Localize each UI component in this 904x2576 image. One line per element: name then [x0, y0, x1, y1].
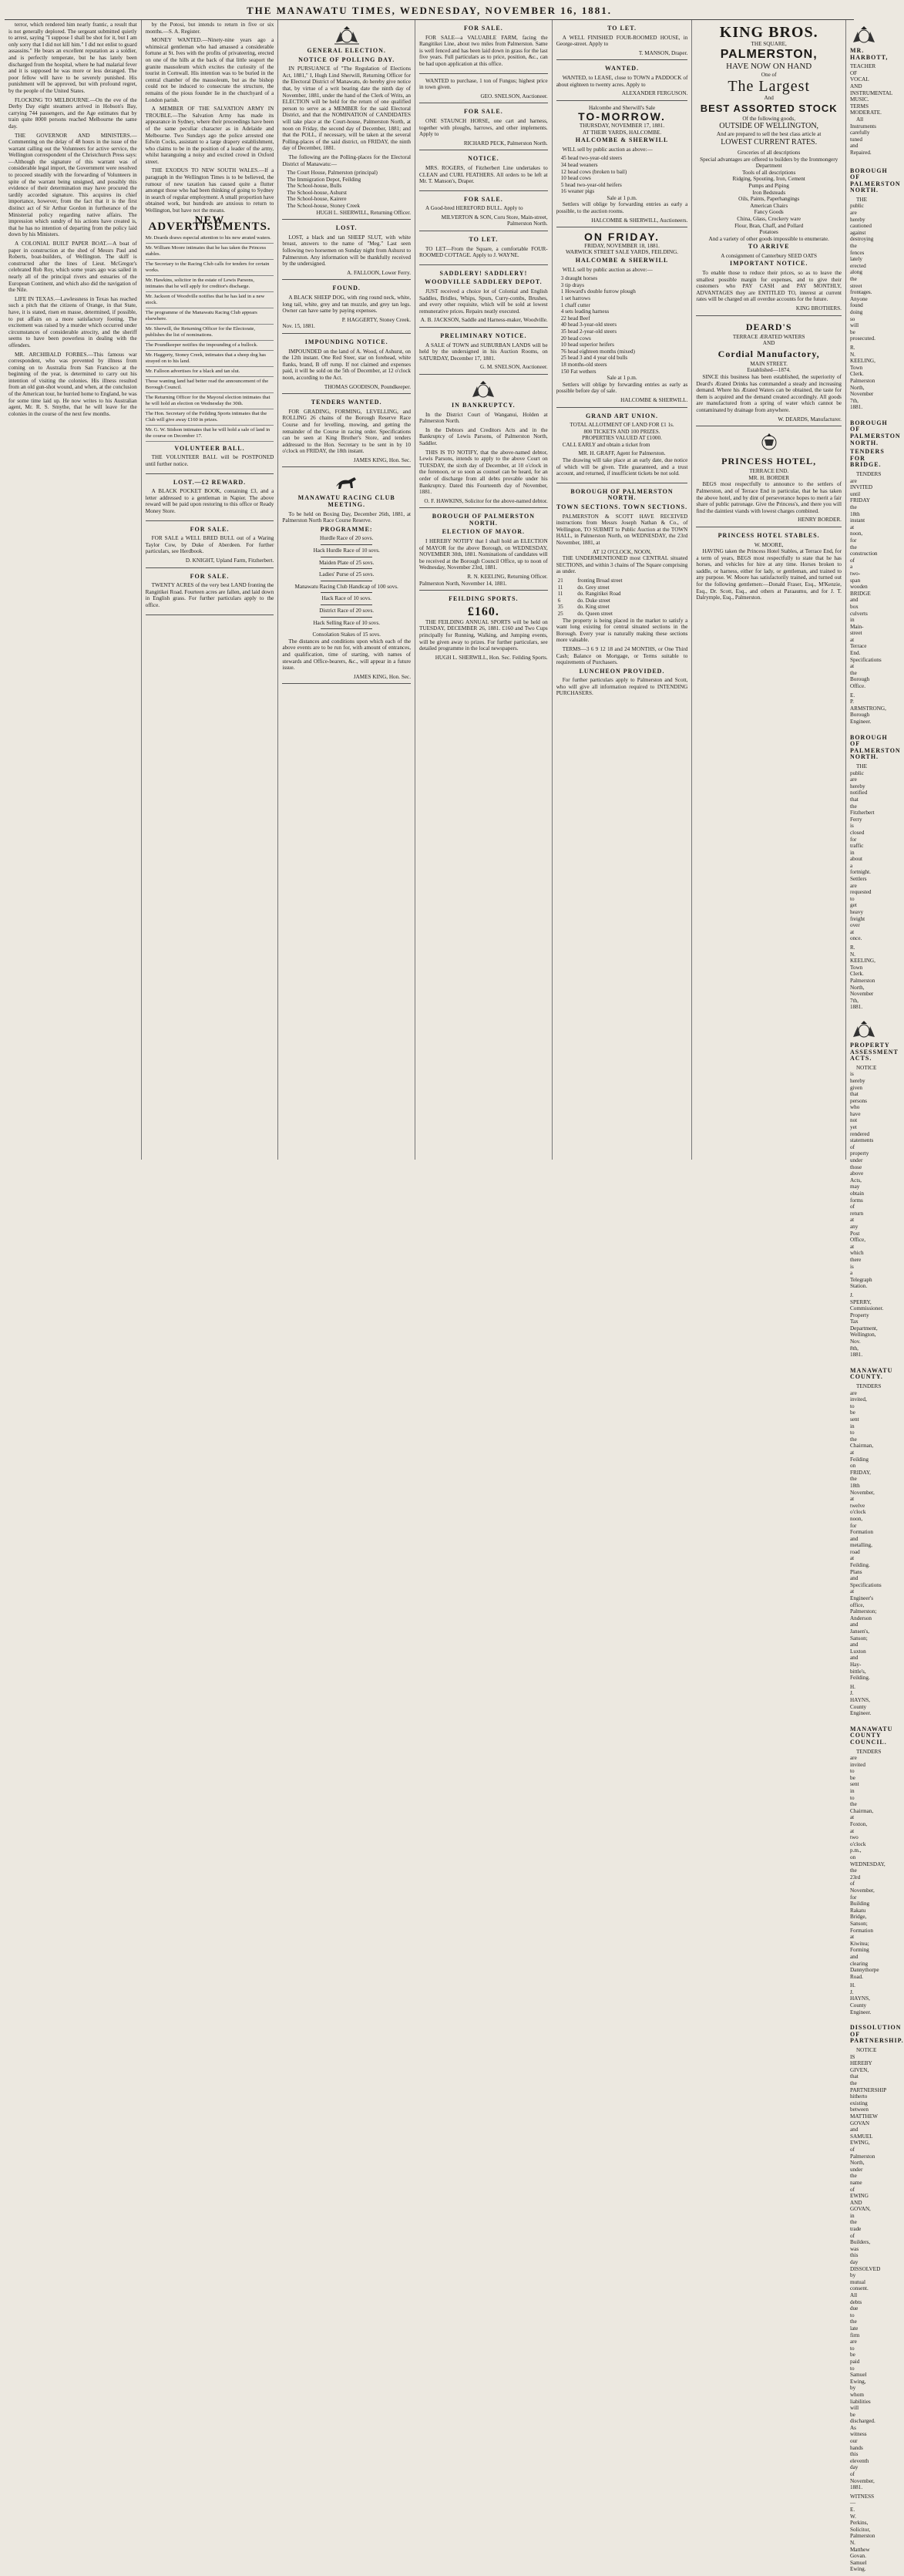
ad-text: HAVING taken the Princess Hotel Stables, at Terrace End, for a term of years, BEGS most respectfully to state that he has horses, and vehicles for hire at any time. Horses broken to saddle, or harness, either for lady, or gentleman, and trained to any purpose. W. Moore has satisfactorily trained, and turned out for the following gentlemen:—Donald Fraser, Esq., M'Kenzie, Esq., Dr. Scott, Esq., and others at Paraaumu, and for J. T. Dalrymple, Esq., Palmerston.	[696, 548, 842, 601]
ad-signature: MR. H. GRAFF, Agent for Palmerston.	[578, 450, 666, 457]
ad-text: CALL EARLY and obtain a ticket from	[562, 441, 650, 448]
list-item: Groceries of all descriptions	[738, 149, 801, 156]
ad-signature: JAMES KING, Hon. Sec.	[353, 673, 412, 680]
ad-text: WILL sell by public auction as above:—	[562, 146, 653, 153]
list-item: Hack Race of 10 sovs.	[321, 595, 371, 602]
ad-signature: HUGH L. SHERWILL, Hon. Sec. Feilding Sports.	[435, 654, 548, 661]
list-item: The Immigration Depot, Feilding	[287, 176, 361, 183]
art-union-ad	[556, 409, 688, 483]
ad-text: Settlers will oblige by forwarding entries as early as possible before day of sale.	[556, 381, 688, 395]
ad-text: ONE STAUNCH HORSE, one cart and harness, together with ploughs, harrows, and other implements. Apply to	[419, 117, 548, 138]
ad-text: The property is being placed in the market to satisfy a want long existing for central situated sections in the Borough. Every year is naturally making these sections more valuable.	[556, 617, 688, 644]
new-ad-item: The Poundkeeper notifies the impounding of a bullock.	[146, 341, 274, 351]
bankruptcy-notice	[419, 376, 548, 508]
ad-text: Settlers will oblige by forwarding entries as early a possible, to the auction rooms.	[556, 201, 688, 215]
ad-text: TO LET—From the Square, a comfortable FOUR-ROOMED COTTAGE. Apply to J. WAYNE.	[419, 245, 548, 259]
list-item: 1 Howard's double furrow plough	[560, 288, 636, 295]
ad-subheading: 800 TICKETS AND 100 PRIZES.	[583, 428, 660, 435]
article-paragraph: A MEMBER OF THE SALVATION ARMY IN TROUBLE.—The Salvation Army has made its appearance in Sydney, where their proceedings have been of the same peculiar character as in Adelaide and Melbourne. Two Sundays ago the police arrested one Edwin Cocks, assistant to a large drapery establishment, who claims to be in the position of a leader of the army, whilst haranguing a noisy and excited crowd in Oxford street.	[145, 106, 274, 165]
section-count: 21	[557, 577, 563, 584]
ad-text: The drawing will take place at an early date, due notice of which will be given. Title guaranteed, and a trust account, and returned, if insufficient tickets be not sold.	[556, 457, 688, 477]
new-ad-item: Mr. Hawkins, solicitor in the estate of Lewis Parsons, intimates that he will apply for creditor's discharge.	[146, 276, 274, 292]
article-paragraph: A COLONIAL BUILT PAPER BOAT.—A boat of paper in construction at the shed of Messrs Paul and Roberts, boat-builders, of Wellington. The skiff is constructed after the lines of Lieut. McGregor's celebrated Rob Roy, which some years ago was sailed in nearly all of the principal rivers and estuaries of the European Continent, and which also did the navigation of the Nile.	[8, 241, 137, 294]
ad-outside: OUTSIDE OF WELLINGTON,	[719, 122, 819, 131]
sale-time: Sale at 1 p.m.	[607, 375, 637, 382]
ad-signature: R. N. KEELING, Returning Officer.	[467, 574, 548, 581]
lost-ad	[282, 221, 411, 280]
ad-text: THE VOLUNTEER BALL will be POSTPONED until further notice.	[145, 454, 274, 467]
article-paragraph: FLOCKING TO MELBOURNE.—On the eve of the Derby Day eight steamers arrived in Hobson's Bay, carrying 744 passengers, and the Age estimates that by train quite 8000 persons reached Melbourne the same day.	[8, 96, 137, 130]
ad-signature: A. FALLOON, Lower Ferry.	[347, 269, 412, 276]
ad-heading: IN BANKRUPTCY.	[452, 401, 516, 409]
masthead: THE MANAWATU TIMES, WEDNESDAY, NOVEMBER 16, 1881.	[5, 3, 854, 20]
ad-heading: NOTICE.	[468, 155, 499, 163]
election-notice	[282, 22, 411, 220]
ad-text: And	[764, 95, 774, 102]
ad-text: TWENTY ACRES of the very best LAND fronting the Rangitikei Road. Fourteen acres are fallen, and laid down in English grass. For further particulars apply to the office.	[145, 582, 274, 608]
ad-text: MAIN STREET.	[750, 360, 788, 367]
ad-signature: A. B. JACKSON, Saddle and Harness-maker, Woodville.	[420, 317, 548, 324]
ad-signature: HALCOMBE & SHERWILL.	[620, 396, 688, 403]
ad-heading: FOUND.	[332, 285, 361, 292]
deards-ad	[696, 318, 842, 427]
stock-list	[556, 155, 688, 195]
ad-subheading: TO ARRIVE	[748, 243, 790, 251]
list-item: Consolation Stakes of 15 sovs.	[312, 631, 381, 638]
article-paragraph: terror, which rendered him nearly frantic, a result that is not generally deplored. The sergeant submitted quietly to arrest, saying "I suppose I shall be shot for it, but I am only sorry that I did not kill him." I did not enlist to guard assassins." He bears an excellent reputation as a soldier, and is perfectly temperate, but he has lately been discharged from the hospital, where he had malarial fever and it is supposed he was more or less deranged. The poor fellow will have to be severely punished. His punishment will be approved, but with profound regret, by the people of the United States.	[8, 22, 137, 94]
list-item: 3 tip drays	[560, 281, 585, 288]
list-item: District Race of 20 sovs.	[319, 608, 375, 614]
ad-heading: PRELIMINARY NOTICE.	[440, 332, 527, 339]
ad-text: Established—1874.	[747, 367, 791, 374]
list-item: The School-house, Bulls	[287, 183, 342, 190]
table-row	[556, 598, 688, 604]
town-sections-ad	[556, 485, 688, 702]
list-item: Maiden Plate of 25 sovs.	[319, 559, 375, 566]
article-paragraph: MR. ARCHIBALD FORBES.—This famous war correspondent, who was prevented by illness from coming on to Australia from San Francisco at the beginning of the year, is determined to carry out his intention of visiting the colonies. His illness resulted from an old gun-shot wound, and when, at the conclusion of the American tour, he hurried home to England, he was for some time laid up. He now writes to his Australian agent, Mr. R. S. Smythe, that he will leave for the colonies in the course of the next few months.	[8, 351, 137, 417]
list-item: Fancy Goods	[754, 209, 784, 216]
stock-list	[556, 275, 688, 375]
ad-text: Of the following goods,	[742, 115, 796, 122]
column-5	[553, 20, 693, 1160]
ad-heading: IMPOUNDING NOTICE.	[304, 338, 388, 345]
ad-heading: PRINCESS HOTEL,	[721, 456, 817, 467]
ad-banner: ON FRIDAY.	[583, 231, 660, 244]
ad-text: MRS. ROGERS, of Fitzherbert Line undertakes to CLEAN and CURL FEATHERS. All orders to be left at Mr. T. Manson's, Draper.	[419, 164, 548, 185]
list-item: 1 set harrows	[560, 295, 591, 301]
section-location: do. Duke street	[577, 597, 610, 604]
ad-signature: G. M. SNELSON, Auctioneer.	[480, 364, 548, 371]
found-ad	[282, 281, 411, 334]
list-item: Oils, Paints, Paperhangings	[738, 196, 800, 203]
section-count: 35	[557, 604, 563, 611]
column-6	[692, 20, 846, 1160]
ad-heading: KING BROS.	[719, 24, 818, 41]
section-location: do. Grey street	[577, 584, 610, 591]
ad-text: IN PURSUANCE of "The Regulation of Elections Act, 1881," I, Hugh Lind Sherwill, Returning Officer for the Electoral District of Manawatu, do hereby give notice that, by virtue of a writ bearing date the ninth day of November, 1881, under the hand of the Clerk of Writs, an ELECTION will be held for the return of one qualified person to serve as a MEMBER for the said Electoral District, and that the NOMINATION of CANDIDATES will take place at the Court-house, Palmerston North, at noon on Friday, the second day of December, 1881; and that the POLL, if necessary, will be taken at the several Polling-places of the said district, on FRIDAY, the ninth day of December, 1881.	[282, 66, 412, 152]
list-item: Flour, Bran, Chaff, and Pollard	[734, 222, 804, 229]
list-item: 34 head weaners	[560, 161, 598, 168]
ad-text: A consignment of Canterbury SEED OATS	[721, 252, 818, 259]
ad-town: PALMERSTON,	[720, 47, 818, 61]
ad-heading: TO LET.	[607, 25, 637, 32]
ad-subheading: TOTAL ALLOTMENT OF LAND FOR £1 1s.	[570, 422, 674, 429]
column-7: MR. HARBOTT, TEACHER OF VOCAL AND INSTRUMENTAL MUSIC. TERMS MODERATE. All Instruments carefully tuned and Repaired. BOROUGH OF PALMERSTON NORTH. THE public are hereby cautioned against destroying the fences lately erected along the street frontages. Anyone found doing so will be prosecuted. R. N. KEELING, Town Clerk. Palmerston North, November 7th, 1881. BOROUGH OF PALMERSTON NORTH. TENDERS FOR BRIDGE. TENDERS are INVITED until FRIDAY the 18th instant at noon, for the construction of a two-span wooden BRIDGE and box culverts in Main-street at Terrace End. Specifications at the Borough Office. E. P. ARMSTRONG, Borough Engineer. BOROUGH OF PALMERSTON NORTH. THE public are hereby notified that the Fitzherbert Ferry is closed for traffic in about a fortnight. Settlers are requested to get heavy freight over at once. R. N. KEELING, Town Clerk. Palmerston North, November 7th, 1881. PROPERTY ASSESSMENT ACTS. NOTICE is hereby given that persons who have not yet rendered statements of property under those above Acts, may obtain forms of return at any Post Office, at which there is a Telegraph Station. J. SPERRY, Commissioner. Property Tax Department, Wellington, Nov. 8th, 1881. MANAWATU COUNTY. TENDERS are invited, to be sent in to the Chairman, at Feilding on FRIDAY, the 18th November, at twelve o'clock noon, for Formation and metalling, road at Feilding. Plans and Specifications at Engineer's office, Palmerston; Anderson and Jansen's, Sanson; and Luxton and Hay-bittle's, Feilding. H. J. HAYNS, County Engineer. MANAWATU COUNTY COUNCIL. TENDERS are invited to be sent in to the Chairman, at Foxton, at two o'clock p.m., on WEDNESDAY, the 23rd of November, for Building Rakatu Bridge, Sanson; Formation at Kiwitea; Forming and clearing Dannythorpe Road. H. J. HAYNS, County Engineer. DISSOLUTION OF PARTNERSHIP. NOTICE IS HEREBY GIVEN, that the PARTNERSHIP hitherto existing between MATTHEW GOVAN and SAMUEL EWING, of Palmerston North, under the name of EWING AND GOVAN, in the trade of Builders, was this day DISSOLVED by mutual consent. All debts due to the late firm are to be paid to Samuel Ewing, by whom liabilities will be discharged. As witness our hands this eleventh day of November, 1881. WITNESS— E. W. Perkins, Solicitor, Palmerston N. Matthew Govan. Samuel Ewing.	[846, 20, 854, 1160]
new-ad-item: The Hon. Secretary of the Feilding Sports intimates that the Club will give away £160 in prizes.	[146, 409, 274, 426]
new-ad-item: Mr. Falloon advertises for a black and tan slut.	[146, 367, 274, 377]
list-item: 10 head superior heifers	[560, 342, 614, 349]
ad-place: WARWICK STREET SALE YARDS, FEILDING.	[565, 249, 679, 256]
ad-largest: The Largest	[728, 78, 811, 96]
ad-signature: THOMAS GOODISON, Poundkeeper.	[324, 383, 412, 390]
list-item: 10 head cows	[560, 175, 591, 182]
ad-heading: FOR SALE.	[463, 25, 503, 32]
list-item: Special advantages are offered to builders by the Ironmongery Department	[700, 156, 838, 170]
ad-subheading: Cordial Manufactory,	[717, 348, 820, 359]
ad-signature: KING BROTHERS.	[795, 305, 842, 312]
ad-text: WANTED to purchase, 1 ton of Fungus; highest price in town given.	[419, 77, 548, 91]
list-item: 12 head cows (broken to bail)	[560, 168, 627, 175]
list-item: Manawatu Racing Club Handicap of 100 sovs.	[294, 583, 398, 590]
ad-date: THURSDAY, NOVEMBER 17, 1881.	[579, 122, 665, 129]
list-item: 25 head 3 and 4 year old bulls	[560, 355, 628, 362]
ad-signature: HALCOMBE & SHERWILL, Auctioneers.	[591, 217, 688, 224]
ad-text: JUST received a choice lot of Colonial and English Saddles, Bridles, Whips, Spurs, Curry-combs, Brushes, and every other requisite, which will be sold at lowest remunerative prices. Repairs neatly executed.	[419, 288, 548, 315]
ad-text: To enable those to reduce their prices, so as to leave the smallest possible margin for expenses, and to give their customers who PAY CASH and PAY MONTHLY, ADVANTAGES they are ENTITLED TO, interest at current rates will be charged on all overdue accounts for the future.	[696, 270, 842, 303]
goods-list	[696, 150, 842, 236]
new-ad-item: The programme of the Manawatu Racing Club appears elsewhere.	[146, 308, 274, 325]
list-item: 4 sets leading harness	[560, 308, 610, 315]
ad-subheading: LUNCHEON PROVIDED.	[579, 667, 665, 675]
list-item: 40 head 3-year-old steers	[560, 322, 617, 328]
tomorrow-sale-ad	[556, 103, 688, 228]
article-paragraph: THE GOVERNOR AND MINISTERS.—Commenting on the delay of 48 hours in the issue of the warrant calling out the Volunteers for active service, the Wellington correspondent of the Christchurch Press says:—Although the signature of this warrant was of considerable legal import, the Government were resolved to proceed steadily with the forwarding of Volunteers in spite of the warrant being unsigned, and possibly this evidence of their determination may have procured the tardily accorded signature. This acquires its chief importance, however, from the fact that it is the first distinct act of Sir Arthur Gordon in furtherance of the Ministerial policy regarding native affairs. The impression which sundry of his actions have created is, that he has no intention of departing from the policy laid down by his Ministers.	[8, 132, 137, 238]
lost-reward-ad	[146, 476, 274, 521]
ad-date: Palmerston North, November 14, 1881.	[419, 580, 507, 587]
ad-signature: RICHARD PECK, Palmerston North.	[463, 140, 548, 146]
hereford-sale-ad	[419, 193, 548, 231]
ad-signature: P. HAGGERTY, Stoney Creek.	[341, 316, 412, 323]
ad-place: AT THEIR YARDS, HALCOMBE.	[582, 129, 662, 136]
ad-heading: LOST.	[335, 224, 358, 232]
friday-sale-ad	[556, 229, 688, 407]
ad-text: FOR SALE a WELL BRED BULL out of a Waring Taylor Cow, by Duke of Aberdeen. For further particulars, see Herdbook.	[145, 535, 274, 555]
ad-text: The following are the Polling-places for the Electoral District of Manawatu:—	[282, 153, 412, 167]
list-item: Ladies' Purse of 25 sovs.	[318, 571, 375, 578]
ad-subheading: PROPERTIES VALUED AT £1000.	[582, 435, 662, 442]
ad-subheading: IMPORTANT NOTICE.	[730, 260, 808, 268]
ad-text: THE FEILDING ANNUAL SPORTS will be held on TUESDAY, DECEMBER 26, 1881. £160 and Two Cups principally for Running, Walking, and Jumping events, will be given away to prizes. For further particulars, see detailed programme in the local newspapers.	[419, 618, 548, 652]
section-count: 11	[557, 584, 563, 591]
ad-text: A BLACK POCKET BOOK, containing £3, and a letter addressed to a gentleman in Napier. The above reward will be paid upon restoring to this office or Ready Money Store.	[145, 488, 274, 514]
new-ad-item: The Returning Officer for the Mayoral election intimates that he will hold an election on Wednesday the 30th.	[146, 393, 274, 409]
ad-text: And a variety of other goods impossible to enumerate.	[708, 235, 829, 242]
new-ad-item: Mr. G. W. Stidson intimates that he will hold a sale of land in the course on December 17.	[146, 426, 274, 442]
section-location: fronting Broad street	[577, 577, 623, 584]
list-item: Potatoes	[759, 229, 778, 236]
ad-heading: SADDLERY! SADDLERY!	[439, 269, 528, 277]
list-item: 22 head Beef	[560, 315, 590, 322]
royal-crest-icon	[469, 380, 497, 400]
racehorse-icon	[333, 473, 361, 493]
ad-text: The distances and conditions upon which each of the above events are to be run for, with amount of entrances, and qualification, time of starting, with names of stewards and Office-bearers, &c., will appear in a future issue.	[282, 638, 412, 672]
ad-signature: JAMES KING, Hon. Sec.	[353, 456, 412, 463]
column-2	[142, 20, 279, 1160]
list-item: Hack Selling Race of 10 sovs.	[313, 619, 380, 626]
ad-signature: O. F. HAWKINS, Solicitor for the above-named debtor.	[424, 497, 548, 504]
ad-heading: GRAND ART UNION.	[586, 412, 659, 419]
ad-text: THE UNDERMENTIONED most CENTRAL situated SECTIONS, and within 3 chains of The Square comprising as under.	[556, 555, 688, 575]
hotel-crest-icon	[755, 432, 783, 452]
bull-sale-ad	[146, 523, 274, 568]
table-row	[556, 591, 688, 598]
list-item: American Chairs	[750, 202, 788, 209]
list-item: 1 chaff cutter	[560, 301, 590, 308]
fungus-wanted-ad	[419, 76, 548, 104]
list-item: The School-house, Kairere	[287, 196, 347, 203]
list-item: 16 weaner pigs	[560, 188, 595, 195]
article-paragraph: LIFE IN TEXAS.—Lawlessness in Texas has reached such a pitch that the citizens of Orange, in that State, have, it is stated, risen en masse, determined, if possible, to put affairs on a more satisfactory footing. The excitement was raised by a murder which occurred under circumstances of considerable atrocity, and the sheriff seems to have been powerless in dealing with the offenders.	[8, 295, 137, 349]
ad-subheading: TERRACE END.	[749, 468, 789, 475]
list-item: 35 head 2-year-old steers	[560, 328, 617, 335]
ad-heading: MANAWATU RACING CLUB MEETING.	[297, 494, 395, 509]
list-item: 76 head eighteen months (mixed)	[560, 348, 635, 355]
royal-crest-icon	[850, 1020, 878, 1040]
ad-text: A WELL FINISHED FOUR-ROOMED HOUSE, in George-street. Apply to	[556, 34, 688, 48]
ad-heading: FOR SALE.	[463, 195, 503, 203]
ad-text: To be held on Boxing Day, December 26th, 1881, at Palmerston North Race Course Reserve.	[282, 510, 412, 524]
ad-text: And are prepared to sell the best class article at	[716, 131, 822, 138]
ad-date: Nov. 15, 1881.	[282, 323, 315, 330]
list-item: 20 head cows	[560, 335, 591, 342]
ad-heading: BOROUGH OF PALMERSTON NORTH.	[432, 513, 535, 527]
ad-subheading: WOODVILLE SADDLERY DEPOT.	[425, 278, 543, 286]
ad-signature: HENRY BORDER.	[798, 517, 842, 524]
ad-text: A Good-bred HEREFORD BULL. Apply to	[425, 205, 523, 212]
ad-subheading: ELECTION OF MAYOR.	[442, 528, 526, 536]
volunteer-ball-ad	[146, 442, 274, 474]
new-ad-item: Those wanting land had better read the announcement of the Borough Council.	[146, 377, 274, 393]
ad-banner: TO-MORROW.	[578, 110, 666, 123]
ad-text: SINCE this business has been established, the superiority of Deard's Ærated Drinks has commanded a steady and increasing demand. Where his Ærated Waters can be obtained, the taste for them is acquired and the demand created accordingly. All goods are manufactured from a spring of water which cannot be contaminated by drainage from anywhere.	[696, 374, 842, 413]
list-item: 45 head two-year-old steers	[560, 155, 623, 162]
new-ad-item: Mr. Jackson of Woodville notifies that he has laid in a new stock.	[146, 292, 274, 308]
ad-text: WANTED, to LEASE, close to TOWN a PADDOCK of about eighteen to twenty acres. Apply to	[556, 74, 688, 88]
ad-signature: MILVERTON & SON, Coru Store, Main-street, Palmerston North.	[441, 214, 548, 227]
table-row	[556, 577, 688, 584]
ad-intro: Halcombe and Sherwill's Sale	[588, 104, 656, 111]
feilding-sports-ad	[419, 592, 548, 664]
new-ad-item: Mr. William Moore intimates that he has taken the Princess stables.	[146, 244, 274, 260]
list-item: Ridging, Spouting, Iron, Cement	[732, 176, 805, 183]
ad-text: One of	[761, 71, 777, 78]
ad-heading: BOROUGH OF PALMERSTON NORTH.	[570, 487, 674, 502]
list-item: Hurdle Race of 20 sovs.	[320, 535, 374, 542]
list-item: Iron Bedsteads	[752, 189, 786, 196]
section-location: do. Rangitikei Road	[577, 591, 621, 598]
princess-stables-ad	[696, 529, 842, 607]
list-item: China, Glass, Crockery ware	[737, 215, 802, 222]
ad-text: A BLACK SHEEP DOG, with ring round neck, white, long tail, white, grey and tan muzzle, and grey tan legs. Owner can have same by paying expenses.	[282, 295, 412, 315]
list-item: The Court House, Palmerston (principal)	[287, 170, 378, 177]
ad-heading: TO LET.	[469, 236, 499, 244]
ad-rates: LOWEST CURRENT RATES.	[721, 137, 818, 146]
ad-text: In the Debtors and Creditors Acts and in the Bankruptcy of Lewis Parsons, of Palmerston North, Saddler.	[419, 426, 548, 446]
table-row	[556, 611, 688, 618]
new-ad-item: Mr. Deards draws especial attention to his new ærated waters.	[146, 234, 274, 244]
house-to-let-ad	[556, 22, 688, 60]
list-item: The School-house, Stoney Creek	[287, 203, 360, 210]
ad-signature: T. MANSON, Draper.	[638, 49, 688, 56]
ad-owner: MR. H. BORDER	[748, 474, 790, 481]
section-count: 6	[557, 597, 561, 604]
impounding-ad	[282, 335, 411, 394]
ad-signature: HUGH L. SHERWILL, Returning Officer.	[316, 209, 412, 216]
column-1	[5, 20, 142, 1160]
column-3	[278, 20, 415, 1160]
programme-list	[282, 535, 411, 638]
ad-heading: FOR SALE.	[463, 108, 503, 116]
ad-heading: FOR SALE.	[190, 572, 230, 580]
ad-heading: FEILDING SPORTS.	[449, 595, 519, 603]
ad-date: FRIDAY, NOVEMBER 18, 1881.	[584, 242, 660, 249]
article-paragraph: MONEY WANTED.—Ninety-nine years ago a whimsical gentleman who had amassed a considerable fortune at St. Ives with the profits of privateering, erected on one of the hills at the back of that little seaport the granite mausoleum which excites the curiosity of the tourist in Cornwall. His intention was to be buried in the central chamber of the mausoleum, but as the bishop could not be induced to consecrate the structure, the remains of the pious founder lie in the churchyard of a London parish.	[145, 37, 274, 103]
royal-crest-icon	[333, 25, 361, 45]
ad-text: BEGS most respectfully to announce to the settlers of Palmerston, and of Terrace End in particular, that he has taken the above hotel, and by dint of perseverance hopes to merit a fair share of public patronage. Give the Princess's, and there you will find the daintiest viands with lowest charges combined.	[696, 481, 842, 514]
ad-heading: WANTED.	[604, 65, 640, 72]
feathers-notice	[419, 152, 548, 190]
ad-heading: FOR SALE.	[190, 525, 230, 533]
list-item: 18 months-old steers	[560, 361, 607, 368]
auctioneer-name: HALCOMBE & SHERWILL	[575, 136, 669, 144]
article-paragraph: by the Potosi, but intends to return in five or six months.—S. A. Register.	[145, 22, 274, 35]
section-location: do. Queen street	[577, 610, 613, 617]
list-item: Tools of all descriptions	[742, 169, 796, 176]
ad-signature: ALEXANDER FERGUSON.	[621, 90, 688, 97]
article-paragraph: THE EXODUS TO NEW SOUTH WALES.—If a paragraph in the Wellington Times is to be believed, the rumour of new taxation has caused quite a flutter amongst those who had been thinking of going to Sydney in search of regular employment. A small proportion have obtained work, but hundreds are anxious to return to Wellington, but have not the means.	[145, 167, 274, 214]
auctioneer-name: HALCOMBE & SHERWILL	[575, 257, 669, 264]
list-item: 5 head two-year-old heifers	[560, 181, 622, 188]
ad-text: For further particulars apply to Palmerston and Scott, who will give all information required to INTENDING PURCHASERS.	[556, 677, 688, 697]
section-count: 25	[557, 610, 563, 617]
new-ad-item: Mr. Haggerty, Stoney Creek, intimates that a sheep dog has strayed on to his land.	[146, 351, 274, 367]
ad-text: IMPOUNDED on the land of A. Wood, of Ashurst, on the 12th instant. One Red Steer, star on forehead, white flanks, brand, B off rump. If not claimed and expenses paid, it will be sold on the 5th of December, at 12 o'clock noon, according to the Act.	[282, 348, 412, 381]
ad-text: TERMS—3 6 9 12 18 and 24 MONTHS, or One Third Cash; Balance on Mortgage, or Terms suitable to requirements of Purchasers.	[556, 645, 688, 666]
farm-sale-ad	[419, 22, 548, 74]
ad-text: WILL sell by public auction as above:—	[562, 266, 653, 273]
table-row	[556, 584, 688, 591]
paddock-wanted-ad	[556, 62, 688, 100]
ad-heading: GENERAL ELECTION.	[307, 47, 386, 54]
ad-text: A SALE of TOWN and SUBURBAN LANDS will be held by the undersigned in his Auction Rooms, on SATURDAY, December 17, 1881.	[419, 342, 548, 362]
ad-signature: GEO. SNELSON, Auctioneer.	[480, 93, 548, 99]
ad-text: FOR SALE—a VALUABLE FARM, facing the Rangitikei Line, about two miles from Palmerston. Same is well fenced and has been laid down in grass for the last five years. Full particulars as to price, position, &c., can be had upon application at this office.	[419, 34, 548, 67]
ad-heading: PRINCESS HOTEL STABLES.	[717, 531, 820, 539]
saddlery-ad	[419, 267, 548, 328]
list-item: 150 Fat wethers	[560, 368, 597, 375]
preliminary-notice	[419, 329, 548, 375]
land-sale-ad	[146, 570, 274, 615]
ad-signature: W. DEARDS, Manufacturer.	[778, 416, 842, 423]
ad-text: LOST, a black and tan SHEEP SLUT, with white breast, answers to the name of "Meg." Last seen following two horsemen on Sunday night from Ashurst to Palmerston. Any information will be thankfully received by the undersigned.	[282, 234, 412, 268]
ad-subheading: NOTICE OF POLLING DAY.	[298, 56, 395, 63]
new-ad-item: Mr. Sherwill, the Returning Officer for the Electorate, publishes the list of nominations.	[146, 325, 274, 341]
sale-time: Sale at 1 p.m.	[607, 194, 637, 201]
column-4	[415, 20, 553, 1160]
list-item: Hack Hurdle Race of 10 sovs.	[313, 547, 380, 554]
royal-crest-icon	[850, 25, 878, 45]
sale-time: AT 12 O'CLOCK, NOON,	[592, 548, 652, 555]
table-row	[556, 604, 688, 611]
ad-heading: TENDERS WANTED.	[311, 399, 382, 406]
ad-heading: DEARD'S	[745, 321, 792, 332]
list-item: 3 draught horses	[560, 275, 598, 282]
new-advertisements-heading: NEW ADVERTISEMENTS.	[148, 214, 271, 234]
section-location: do. King street	[577, 604, 610, 611]
ad-heading: LOST.—£2 REWARD.	[173, 478, 247, 486]
tenders-ad	[282, 396, 411, 467]
ad-text: PALMERSTON & SCOTT HAVE RECEIVED instructions from Messrs Joseph Nathan & Co., of Wellington, TO SUBMIT to Public Auction at the TOWN HALL, in Palmerston North, on WEDNESDAY, the 23rd November, 1881, at	[556, 513, 688, 546]
sections-table	[556, 577, 688, 618]
ad-subheading: TERRACE ÆRATED WATERS	[732, 333, 805, 340]
new-ad-item: The Secretary to the Racing Club calls for tenders for certain works.	[146, 260, 274, 276]
list-item: Pumps and Piping	[748, 182, 789, 189]
cottage-to-let-ad	[419, 233, 548, 265]
king-bros-ad	[696, 22, 842, 316]
ad-best-stock: BEST ASSORTED STOCK	[700, 102, 838, 114]
horse-sale-ad	[419, 105, 548, 150]
section-count: 11	[557, 591, 563, 598]
ad-text: AND	[762, 340, 775, 347]
ad-owner: W. MOORE,	[754, 541, 784, 548]
ad-text: FOR GRADING, FORMING, LEVELLING, and ROLLING 26 chains of the Borough Reserve Race Course and for levelling, mowing, and getting the remainder of the Course in racing order. Specifications can be seen at King Brother's Store, and tenders addressed to the Hon. Secretary to be sent in by 10 o'clock on FRIDAY, the 18th instant.	[282, 408, 412, 455]
ad-text: In the District Court of Wanganui, Holden at Palmerston North.	[419, 411, 548, 425]
polling-places-list	[282, 170, 411, 210]
ad-subheading: PROGRAMME:	[320, 525, 373, 533]
princess-hotel-ad	[696, 428, 842, 527]
ad-subheading: HAVE NOW ON HAND	[726, 61, 812, 71]
racing-club-ad	[282, 469, 411, 684]
ad-signature: D. KNIGHT, Upland Farm, Fitzherbert.	[185, 557, 274, 564]
ad-subheading: THE SQUARE,	[751, 41, 787, 47]
mayor-election-notice	[419, 510, 548, 591]
list-item: The School-house, Ashurst	[287, 189, 348, 196]
ad-text: THIS IS TO NOTIFY, that the above-named debtor, Lewis Parsons, intends to apply to the above Court on TUESDAY, the sixth day of December, at 10 o'clock in the forenoon, or so soon as counsel can be heard, for an order of discharge from all debts provable under his Bankruptcy. Dated this Fourteenth day of November, 1881.	[419, 449, 548, 496]
new-ads-list	[146, 234, 274, 442]
ad-heading: VOLUNTEER BALL.	[174, 444, 245, 452]
ad-text: I HEREBY NOTIFY that I shall hold an ELECTION of MAYOR for the above Borough, on WEDNESDAY, NOVEMBER 30th, 1881. Nominations of candidates will be received at the Borough Council Office, up to noon of Wednesday, November 23rd, 1881.	[419, 538, 548, 571]
prize-amount: £160.	[467, 604, 499, 618]
ad-subheading: TOWN SECTIONS. TOWN SECTIONS.	[556, 503, 688, 511]
